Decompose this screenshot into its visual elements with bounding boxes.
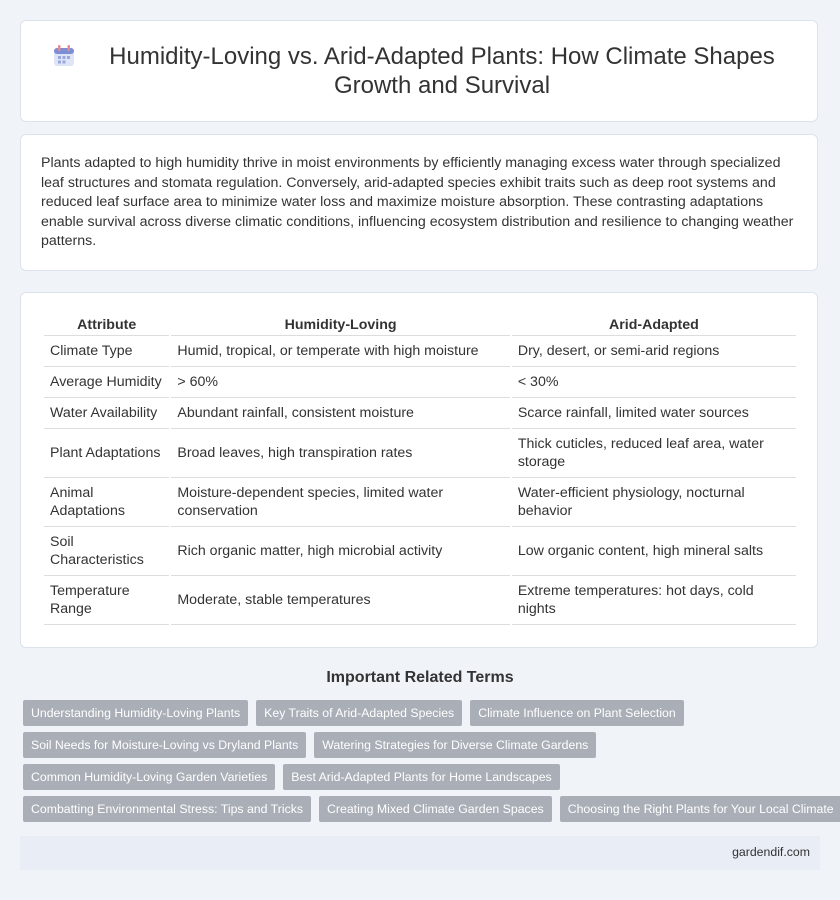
footer (20, 836, 820, 870)
table-cell: Temperature Range (44, 576, 169, 625)
table-row (44, 429, 796, 478)
comparison-table (42, 315, 798, 625)
related-term-tag[interactable]: Combatting Environmental Stress: Tips and Tricks (23, 796, 311, 822)
table-cell: Plant Adaptations (44, 429, 169, 478)
table-cell: Climate Type (44, 336, 169, 367)
table-cell: Water-efficient physiology, nocturnal behavior (512, 478, 796, 527)
related-term-tag[interactable]: Common Humidity-Loving Garden Varieties (23, 764, 275, 790)
table-cell: Dry, desert, or semi-arid regions (512, 336, 796, 367)
table-cell: Moisture-dependent species, limited water conservation (171, 478, 509, 527)
column-header-humidity-loving: Humidity-Loving (171, 315, 509, 336)
related-terms-list (23, 700, 834, 828)
page-title: Humidity-Loving vs. Arid-Adapted Plants: How Climate Shapes Growth and Survival (109, 43, 775, 99)
related-term-tag[interactable]: Watering Strategies for Diverse Climate Gardens (314, 732, 596, 758)
table-cell: < 30% (512, 367, 796, 398)
related-term-tag[interactable]: Understanding Humidity-Loving Plants (23, 700, 248, 726)
table-row (44, 367, 796, 398)
table-cell: Low organic content, high mineral salts (512, 527, 796, 576)
comparison-table-card (20, 292, 818, 648)
table-cell: Abundant rainfall, consistent moisture (171, 398, 509, 429)
intro-card (20, 134, 818, 271)
table-cell: Scarce rainfall, limited water sources (512, 398, 796, 429)
calendar-icon (51, 43, 77, 69)
footer-site-name[interactable]: gardendif.com (732, 845, 810, 859)
related-term-tag[interactable]: Key Traits of Arid-Adapted Species (256, 700, 462, 726)
title-card (20, 20, 818, 122)
table-cell: Humid, tropical, or temperate with high moisture (171, 336, 509, 367)
table-row (44, 527, 796, 576)
table-cell: Extreme temperatures: hot days, cold nights (512, 576, 796, 625)
intro-paragraph: Plants adapted to high humidity thrive in moist environments by efficiently managing excess water through specialized leaf structures and stomata regulation. Conversely, arid-adapted species exhibit traits such as deep root systems and reduced leaf surface area to minimize water loss and maximize moisture absorption. These contrasting adaptations enable survival across diverse climatic conditions, influencing ecosystem distribution and resilience to changing weather patterns. (41, 155, 794, 250)
related-term-tag[interactable]: Best Arid-Adapted Plants for Home Landscapes (283, 764, 559, 790)
table-row (44, 478, 796, 527)
table-row (44, 398, 796, 429)
table-cell: Average Humidity (44, 367, 169, 398)
table-row (44, 336, 796, 367)
related-terms-title: Important Related Terms (326, 669, 514, 686)
table-cell: Soil Characteristics (44, 527, 169, 576)
related-term-tag[interactable]: Climate Influence on Plant Selection (470, 700, 684, 726)
related-term-tag[interactable]: Choosing the Right Plants for Your Local Climate (560, 796, 840, 822)
related-term-tag[interactable]: Creating Mixed Climate Garden Spaces (319, 796, 552, 822)
table-row (44, 576, 796, 625)
table-cell: Water Availability (44, 398, 169, 429)
table-cell: > 60% (171, 367, 509, 398)
table-cell: Rich organic matter, high microbial activity (171, 527, 509, 576)
table-cell: Thick cuticles, reduced leaf area, water storage (512, 429, 796, 478)
table-cell: Broad leaves, high transpiration rates (171, 429, 509, 478)
column-header-attribute: Attribute (44, 315, 169, 336)
table-header-row (44, 315, 796, 336)
table-cell: Animal Adaptations (44, 478, 169, 527)
column-header-arid-adapted: Arid-Adapted (512, 315, 796, 336)
table-cell: Moderate, stable temperatures (171, 576, 509, 625)
related-term-tag[interactable]: Soil Needs for Moisture-Loving vs Dryland Plants (23, 732, 306, 758)
